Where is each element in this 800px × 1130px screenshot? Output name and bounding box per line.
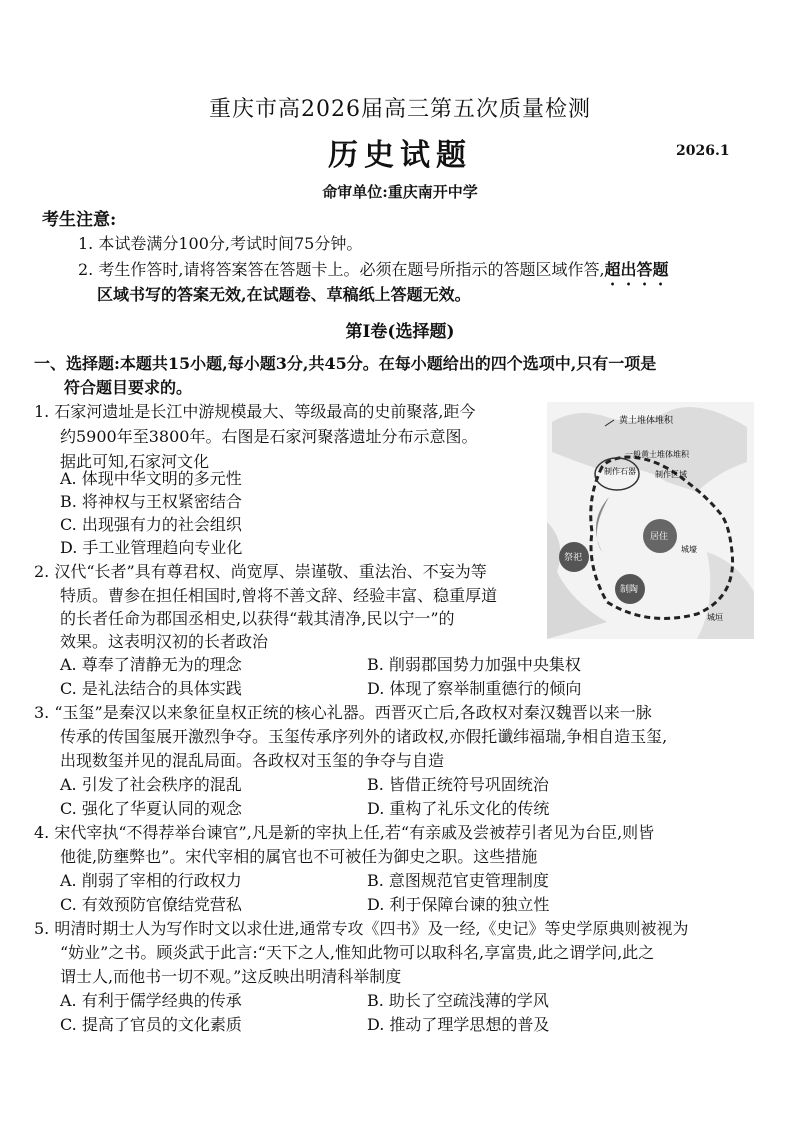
- q1-option-b: B. 将神权与王权紧密结合: [60, 492, 242, 511]
- q3-stem-line-2: 传承的传国玺展开激烈争夺。玉玺传承序列外的诸政权,亦假托谶纬福瑞,争相自造玉玺,: [60, 727, 668, 746]
- q2-stem-line-1: 2. 汉代“长者”具有尊君权、尚宽厚、崇谨敬、重法治、不妄为等: [34, 562, 487, 581]
- q5-stem-line-1: 5. 明清时期士人为写作时文以求仕进,通常专攻《四书》及一经,《史记》等史学原典则被视为: [34, 919, 689, 938]
- map-label-outer-dike: 黄土堆体堆积: [619, 416, 674, 426]
- q4-option-c: C. 有效预防官僚结党营私: [60, 895, 242, 914]
- q1-option-c: C. 出现强有力的社会组织: [60, 515, 242, 534]
- q3-option-a: A. 引发了社会秩序的混乱: [60, 775, 242, 794]
- q5-stem-line-3: 谓士人,而他书一切不观。”这反映出明清科举制度: [60, 967, 402, 986]
- q2-stem-line-2: 特质。曹参在担任相国时,曾将不善文辞、经验丰富、稳重厚道: [60, 586, 498, 605]
- q5-stem-line-2: “妨业”之书。顾炎武于此言:“天下之人,惟知此物可以取科名,享富贵,此之谓学问,此之: [60, 943, 655, 962]
- q3-option-d: D. 重构了礼乐文化的传统: [367, 799, 550, 818]
- map-label-living: 居住: [650, 532, 669, 542]
- q5-option-c: C. 提高了官员的文化素质: [60, 1015, 242, 1034]
- section-instruction-cont: 符合题目要求的。: [64, 378, 193, 397]
- q2-option-b: B. 削弱郡国势力加强中央集权: [367, 655, 581, 674]
- q1-option-a: A. 体现中华文明的多元性: [60, 469, 242, 488]
- exam-title: 重庆市高2026届高三第五次质量检测: [209, 97, 591, 122]
- q1-stem-line-1: 1. 石家河遗址是长江中游规模最大、等级最高的史前聚落,距今: [34, 402, 476, 421]
- q1-stem-line-3: 据此可知,石家河文化: [60, 452, 210, 471]
- q5-option-b: B. 助长了空疏浅薄的学风: [367, 991, 549, 1010]
- q4-stem-line-1: 4. 宋代宰执“不得荐举台谏官”,凡是新的宰执上任,若“有亲戚及尝被荐引者见为台臣,则皆: [34, 823, 655, 842]
- map-label-inner-dike: 一般黄土堆体堆积: [625, 450, 689, 459]
- q3-option-b: B. 皆借正统符号巩固统治: [367, 775, 549, 794]
- q4-option-d: D. 利于保障台谏的独立性: [367, 895, 550, 914]
- q2-option-a: A. 尊奉了清静无为的理念: [60, 655, 242, 674]
- shijiahe-map-figure: [547, 402, 754, 639]
- subject-title: 历史试题: [328, 138, 472, 173]
- q4-stem-line-2: 他徙,防壅弊也”。宋代宰相的属官也不可被任为御史之职。这些措施: [60, 847, 538, 866]
- map-label-city-wall: 城垣: [707, 613, 723, 622]
- notice-item-2-emphasis-cont: 区域书写的答案无效,在试题卷、草稿纸上答题无效。: [97, 285, 471, 304]
- map-label-workshop: 制作区域: [655, 470, 687, 479]
- q3-option-c: C. 强化了华夏认同的观念: [60, 799, 242, 818]
- q2-stem-line-3: 的长者任命为郡国丞相史,以获得“载其清净,民以宁一”的: [60, 609, 455, 628]
- notice-item-2-text: 2. 考生作答时,请将答案答在答题卡上。必须在题号所指示的答题区域作答,: [78, 260, 605, 279]
- q4-option-a: A. 削弱了宰相的行政权力: [60, 871, 242, 890]
- section-instruction: 一、选择题:本题共15小题,每小题3分,共45分。在每小题给出的四个选项中,只有一项是: [34, 354, 657, 373]
- q5-option-a: A. 有利于儒学经典的传承: [60, 991, 242, 1010]
- map-label-city-river: 城壕: [681, 545, 697, 554]
- review-unit: 命审单位:重庆南开中学: [322, 183, 478, 201]
- map-label-stone: 制作石器: [604, 467, 636, 476]
- notice-item-1: 1. 本试卷满分100分,考试时间75分钟。: [78, 234, 363, 253]
- q1-option-d: D. 手工业管理趋向专业化: [60, 538, 243, 557]
- q1-stem-line-2: 约5900年至3800年。右图是石家河聚落遗址分布示意图。: [60, 427, 478, 446]
- exam-date: 2026.1: [676, 143, 730, 159]
- q3-stem-line-1: 3. “玉玺”是秦汉以来象征皇权正统的核心礼器。西晋灭亡后,各政权对秦汉魏晋以来一脉: [34, 703, 652, 722]
- notice-item-2-emphasis: 超出答题: [604, 260, 669, 279]
- q2-option-c: C. 是礼法结合的具体实践: [60, 679, 242, 698]
- q3-stem-line-3: 出现数玺并见的混乱局面。各政权对玉玺的争夺与自造: [60, 751, 445, 770]
- q2-option-d: D. 体现了察举制重德行的倾向: [367, 679, 582, 698]
- notice-heading: 考生注意:: [42, 210, 117, 230]
- map-label-pottery: 制陶: [620, 585, 639, 595]
- q5-option-d: D. 推动了理学思想的普及: [367, 1015, 550, 1034]
- section-heading: 第Ⅰ卷(选择题): [345, 322, 455, 342]
- map-label-ritual: 祭祀: [564, 553, 583, 563]
- q2-stem-line-4: 效果。这表明汉初的长者政治: [60, 632, 269, 651]
- q4-option-b: B. 意图规范官吏管理制度: [367, 871, 549, 890]
